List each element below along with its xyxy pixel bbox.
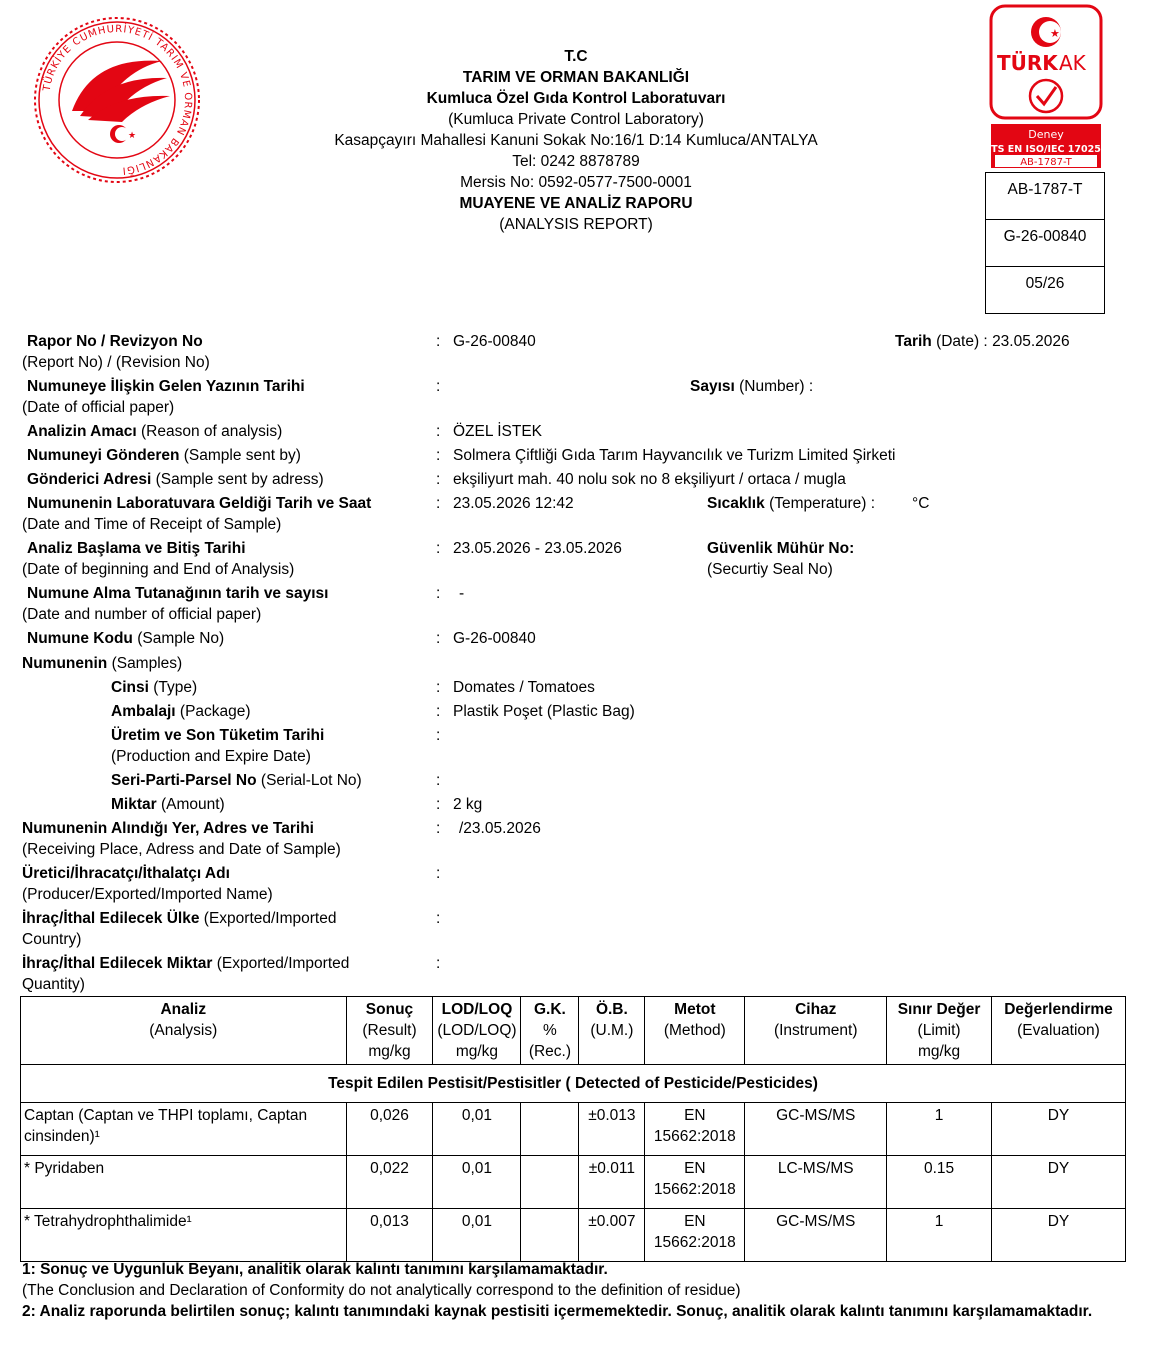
cell-analysis: * Tetrahydrophthalimide¹ [21, 1209, 347, 1262]
accreditation-code: AB-1787-T [986, 173, 1104, 220]
turkak-logo-text-a: TÜRK [997, 51, 1058, 75]
cell-uncertainty: ±0.007 [579, 1209, 645, 1262]
colon: : [436, 447, 441, 464]
country-label: İhraç/İthal Edilecek Ülke [22, 910, 200, 927]
type-label: Cinsi [111, 679, 149, 696]
receipt-label-en: (Date and Time of Receipt of Sample) [22, 516, 282, 533]
reason-value: ÖZEL İSTEK [453, 423, 543, 440]
colon: : [436, 679, 441, 696]
colon: : [436, 495, 441, 512]
colon: : [436, 796, 441, 813]
date-label-en: (Date) : [936, 333, 988, 350]
header-report-title: MUAYENE VE ANALİZ RAPORU [459, 195, 693, 212]
report-header [250, 46, 902, 235]
type-label-en: (Type) [153, 679, 198, 696]
sample-code-value: G-26-00840 [453, 630, 536, 647]
paper-date-label-en: (Date of official paper) [22, 399, 175, 416]
colon: : [436, 865, 441, 882]
cell-recovery [521, 1156, 579, 1209]
colon: : [436, 772, 441, 789]
footnote-2: 2: Analiz raporunda belirtilen sonuç; kalıntı tanımındaki kaynak pestisiti içermemektedir. Sonuç, analitik olarak kalıntı tanımını karşılamamaktadır. [22, 1303, 1093, 1320]
reason-label: Analizin Amacı [27, 423, 137, 440]
th-recovery: G.K. % (Rec.) [521, 997, 579, 1065]
accreditation-code-box [985, 172, 1105, 314]
cell-limit: 1 [887, 1103, 992, 1156]
cell-lod: 0,01 [433, 1209, 521, 1262]
analysis-dates-label: Analiz Başlama ve Bitiş Tarihi [27, 540, 246, 557]
country-label-en-2: Country) [22, 931, 82, 948]
date-value: 23.05.2026 [992, 333, 1070, 350]
colon: : [436, 585, 441, 602]
header-ministry: TARIM VE ORMAN BAKANLIĞI [462, 69, 690, 86]
th-evaluation: Değerlendirme (Evaluation) [991, 997, 1125, 1065]
table-row [21, 1209, 1126, 1262]
th-result: Sonuç (Result) mg/kg [346, 997, 433, 1065]
sampling-value: - [459, 585, 465, 602]
production-label: Üretim ve Son Tüketim Tarihi [111, 727, 325, 744]
colon: : [436, 910, 441, 927]
cell-recovery [521, 1209, 579, 1262]
cell-analysis: * Pyridaben [21, 1156, 347, 1209]
serial-label: Seri-Parti-Parsel No [111, 772, 257, 789]
section-title: Tespit Edilen Pestisit/Pestisitler ( Detected of Pesticide/Pesticides) [21, 1065, 1126, 1103]
colon: : [436, 703, 441, 720]
temp-unit: °C [912, 495, 930, 512]
sender-label-en: (Sample sent by) [183, 447, 301, 464]
sender-value: Solmera Çiftliği Gıda Tarım Hayvancılık ve Turizm Limited Şirketi [453, 447, 896, 464]
analysis-dates-value: 23.05.2026 - 23.05.2026 [453, 540, 622, 557]
place-label: Numunenin Alındığı Yer, Adres ve Tarihi [22, 820, 314, 837]
cell-lod: 0,01 [433, 1156, 521, 1209]
ministry-seal-icon [22, 16, 212, 184]
header-phone: Tel: 0242 8878789 [512, 153, 640, 170]
samples-label-en: (Samples) [111, 655, 183, 672]
header-address: Kasapçayırı Mahallesi Kanuni Sokak No:16/1 D:14 Kumluca/ANTALYA [334, 132, 818, 149]
cell-evaluation: DY [991, 1156, 1125, 1209]
paper-date-label: Numuneye İlişkin Gelen Yazının Tarihi [27, 378, 305, 395]
cell-uncertainty: ±0.013 [579, 1103, 645, 1156]
package-label-en: (Package) [179, 703, 251, 720]
report-number-box: G-26-00840 [986, 220, 1104, 267]
cell-limit: 1 [887, 1209, 992, 1262]
seal-label-en: (Securtiy Seal No) [707, 561, 833, 578]
cell-limit: 0.15 [887, 1156, 992, 1209]
cell-method: EN 15662:2018 [645, 1103, 745, 1156]
header-lab-name: Kumluca Özel Gıda Kontrol Laboratuvarı [426, 90, 726, 107]
number-label: Sayısı [690, 378, 735, 395]
amount-label-en: (Amount) [160, 796, 225, 813]
footnote-1-en: (The Conclusion and Declaration of Conformity do not analytically correspond to the definition of residue) [22, 1282, 741, 1299]
receipt-label: Numunenin Laboratuvara Geldiği Tarih ve Saat [27, 495, 372, 512]
th-instrument: Cihaz (Instrument) [745, 997, 887, 1065]
results-table [20, 996, 1126, 1262]
th-lod: LOD/LOQ (LOD/LOQ) mg/kg [433, 997, 521, 1065]
place-label-en: (Receiving Place, Adress and Date of Sample) [22, 841, 341, 858]
table-header-row [21, 997, 1126, 1065]
footnote-1: 1: Sonuç ve Uygunluk Beyanı, analitik olarak kalıntı tanımını karşılamamaktadır. [22, 1261, 608, 1278]
temp-label-en: (Temperature) : [769, 495, 876, 512]
amount-label: Miktar [111, 796, 157, 813]
revision-box: 05/26 [1025, 275, 1065, 292]
cell-result: 0,022 [346, 1156, 433, 1209]
colon: : [436, 727, 441, 744]
colon: : [436, 540, 441, 557]
cell-lod: 0,01 [433, 1103, 521, 1156]
cell-evaluation: DY [991, 1209, 1125, 1262]
th-method: Metot (Method) [645, 997, 745, 1065]
temp-label: Sıcaklık [707, 495, 765, 512]
svg-text:TÜRKİYE CUMHURİYETİ TARIM VE O: TÜRKİYE CUMHURİYETİ TARIM VE ORMAN BAKANLIĞI [41, 23, 194, 176]
table-section-row [21, 1065, 1126, 1103]
address-label-en: (Sample sent by adress) [155, 471, 324, 488]
report-no-label: Rapor No / Revizyon No [27, 333, 203, 350]
colon: : [436, 333, 441, 350]
receipt-value: 23.05.2026 12:42 [453, 495, 574, 512]
sample-code-label-en: (Sample No) [137, 630, 225, 647]
turkak-code: AB-1787-T [1020, 157, 1072, 168]
address-label: Gönderici Adresi [27, 471, 152, 488]
cell-recovery [521, 1103, 579, 1156]
th-analysis: Analiz (Analysis) [21, 997, 347, 1065]
cell-method: EN 15662:2018 [645, 1156, 745, 1209]
ministry-seal [22, 16, 212, 184]
turkak-deney: Deney [1028, 128, 1064, 141]
cell-instrument: LC-MS/MS [745, 1156, 887, 1209]
colon: : [436, 820, 441, 837]
serial-label-en: (Serial-Lot No) [260, 772, 362, 789]
place-value: /23.05.2026 [459, 820, 541, 837]
svg-text:★: ★ [128, 131, 137, 141]
th-uncertainty: Ö.B. (U.M.) [579, 997, 645, 1065]
sampling-label: Numune Alma Tutanağının tarih ve sayısı [27, 585, 329, 602]
header-lab-name-en: (Kumluca Private Control Laboratory) [448, 111, 704, 128]
quantity-label-en: (Exported/Imported [216, 955, 350, 972]
quantity-label-en-2: Quantity) [22, 976, 85, 993]
th-limit: Sınır Değer (Limit) mg/kg [887, 997, 992, 1065]
table-row [21, 1103, 1126, 1156]
amount-value: 2 kg [453, 796, 483, 813]
producer-label: Üretici/İhracatçı/İthalatçı Adı [22, 865, 230, 882]
cell-method: EN 15662:2018 [645, 1209, 745, 1262]
address-value: ekşiliyurt mah. 40 nolu sok no 8 ekşiliyurt / ortaca / mugla [453, 471, 846, 488]
analysis-dates-label-en: (Date of beginning and End of Analysis) [22, 561, 295, 578]
footnotes [22, 1259, 1132, 1322]
sample-code-label: Numune Kodu [27, 630, 133, 647]
sampling-label-en: (Date and number of official paper) [22, 606, 262, 623]
header-tc: T.C [564, 48, 588, 65]
cell-result: 0,013 [346, 1209, 433, 1262]
turkak-accreditation-icon [989, 4, 1103, 170]
colon: : [436, 471, 441, 488]
production-label-en: (Production and Expire Date) [111, 748, 311, 765]
cell-evaluation: DY [991, 1103, 1125, 1156]
report-no-label-en: (Report No) / (Revision No) [22, 354, 210, 371]
samples-label: Numunenin [22, 655, 108, 672]
cell-instrument: GC-MS/MS [745, 1209, 887, 1262]
svg-text:★: ★ [1050, 27, 1060, 40]
producer-label-en: (Producer/Exported/Imported Name) [22, 886, 273, 903]
sender-label: Numuneyi Gönderen [27, 447, 180, 464]
quantity-label: İhraç/İthal Edilecek Miktar [22, 955, 213, 972]
type-value: Domates / Tomatoes [453, 679, 595, 696]
seal-label: Güvenlik Mühür No: [707, 540, 855, 557]
table-row [21, 1156, 1126, 1209]
turkak-logo-text-b: AK [1059, 51, 1086, 75]
country-label-en: (Exported/Imported [203, 910, 337, 927]
date-label: Tarih [895, 333, 932, 350]
colon: : [436, 630, 441, 647]
reason-label-en: (Reason of analysis) [141, 423, 283, 440]
package-label: Ambalajı [111, 703, 176, 720]
colon: : [436, 378, 441, 395]
colon: : [436, 423, 441, 440]
cell-analysis: Captan (Captan ve THPI toplamı, Captan cinsinden)¹ [21, 1103, 347, 1156]
header-mersis: Mersis No: 0592-0577-7500-0001 [460, 174, 692, 191]
colon: : [436, 955, 441, 972]
report-no-value: G-26-00840 [453, 333, 536, 350]
turkak-logo [989, 4, 1103, 170]
number-label-en: (Number) : [739, 378, 814, 395]
cell-result: 0,026 [346, 1103, 433, 1156]
header-report-title-en: (ANALYSIS REPORT) [499, 216, 653, 233]
cell-uncertainty: ±0.011 [579, 1156, 645, 1209]
cell-instrument: GC-MS/MS [745, 1103, 887, 1156]
turkak-standard: TS EN ISO/IEC 17025 [991, 144, 1101, 155]
package-value: Plastik Poşet (Plastic Bag) [453, 703, 635, 720]
